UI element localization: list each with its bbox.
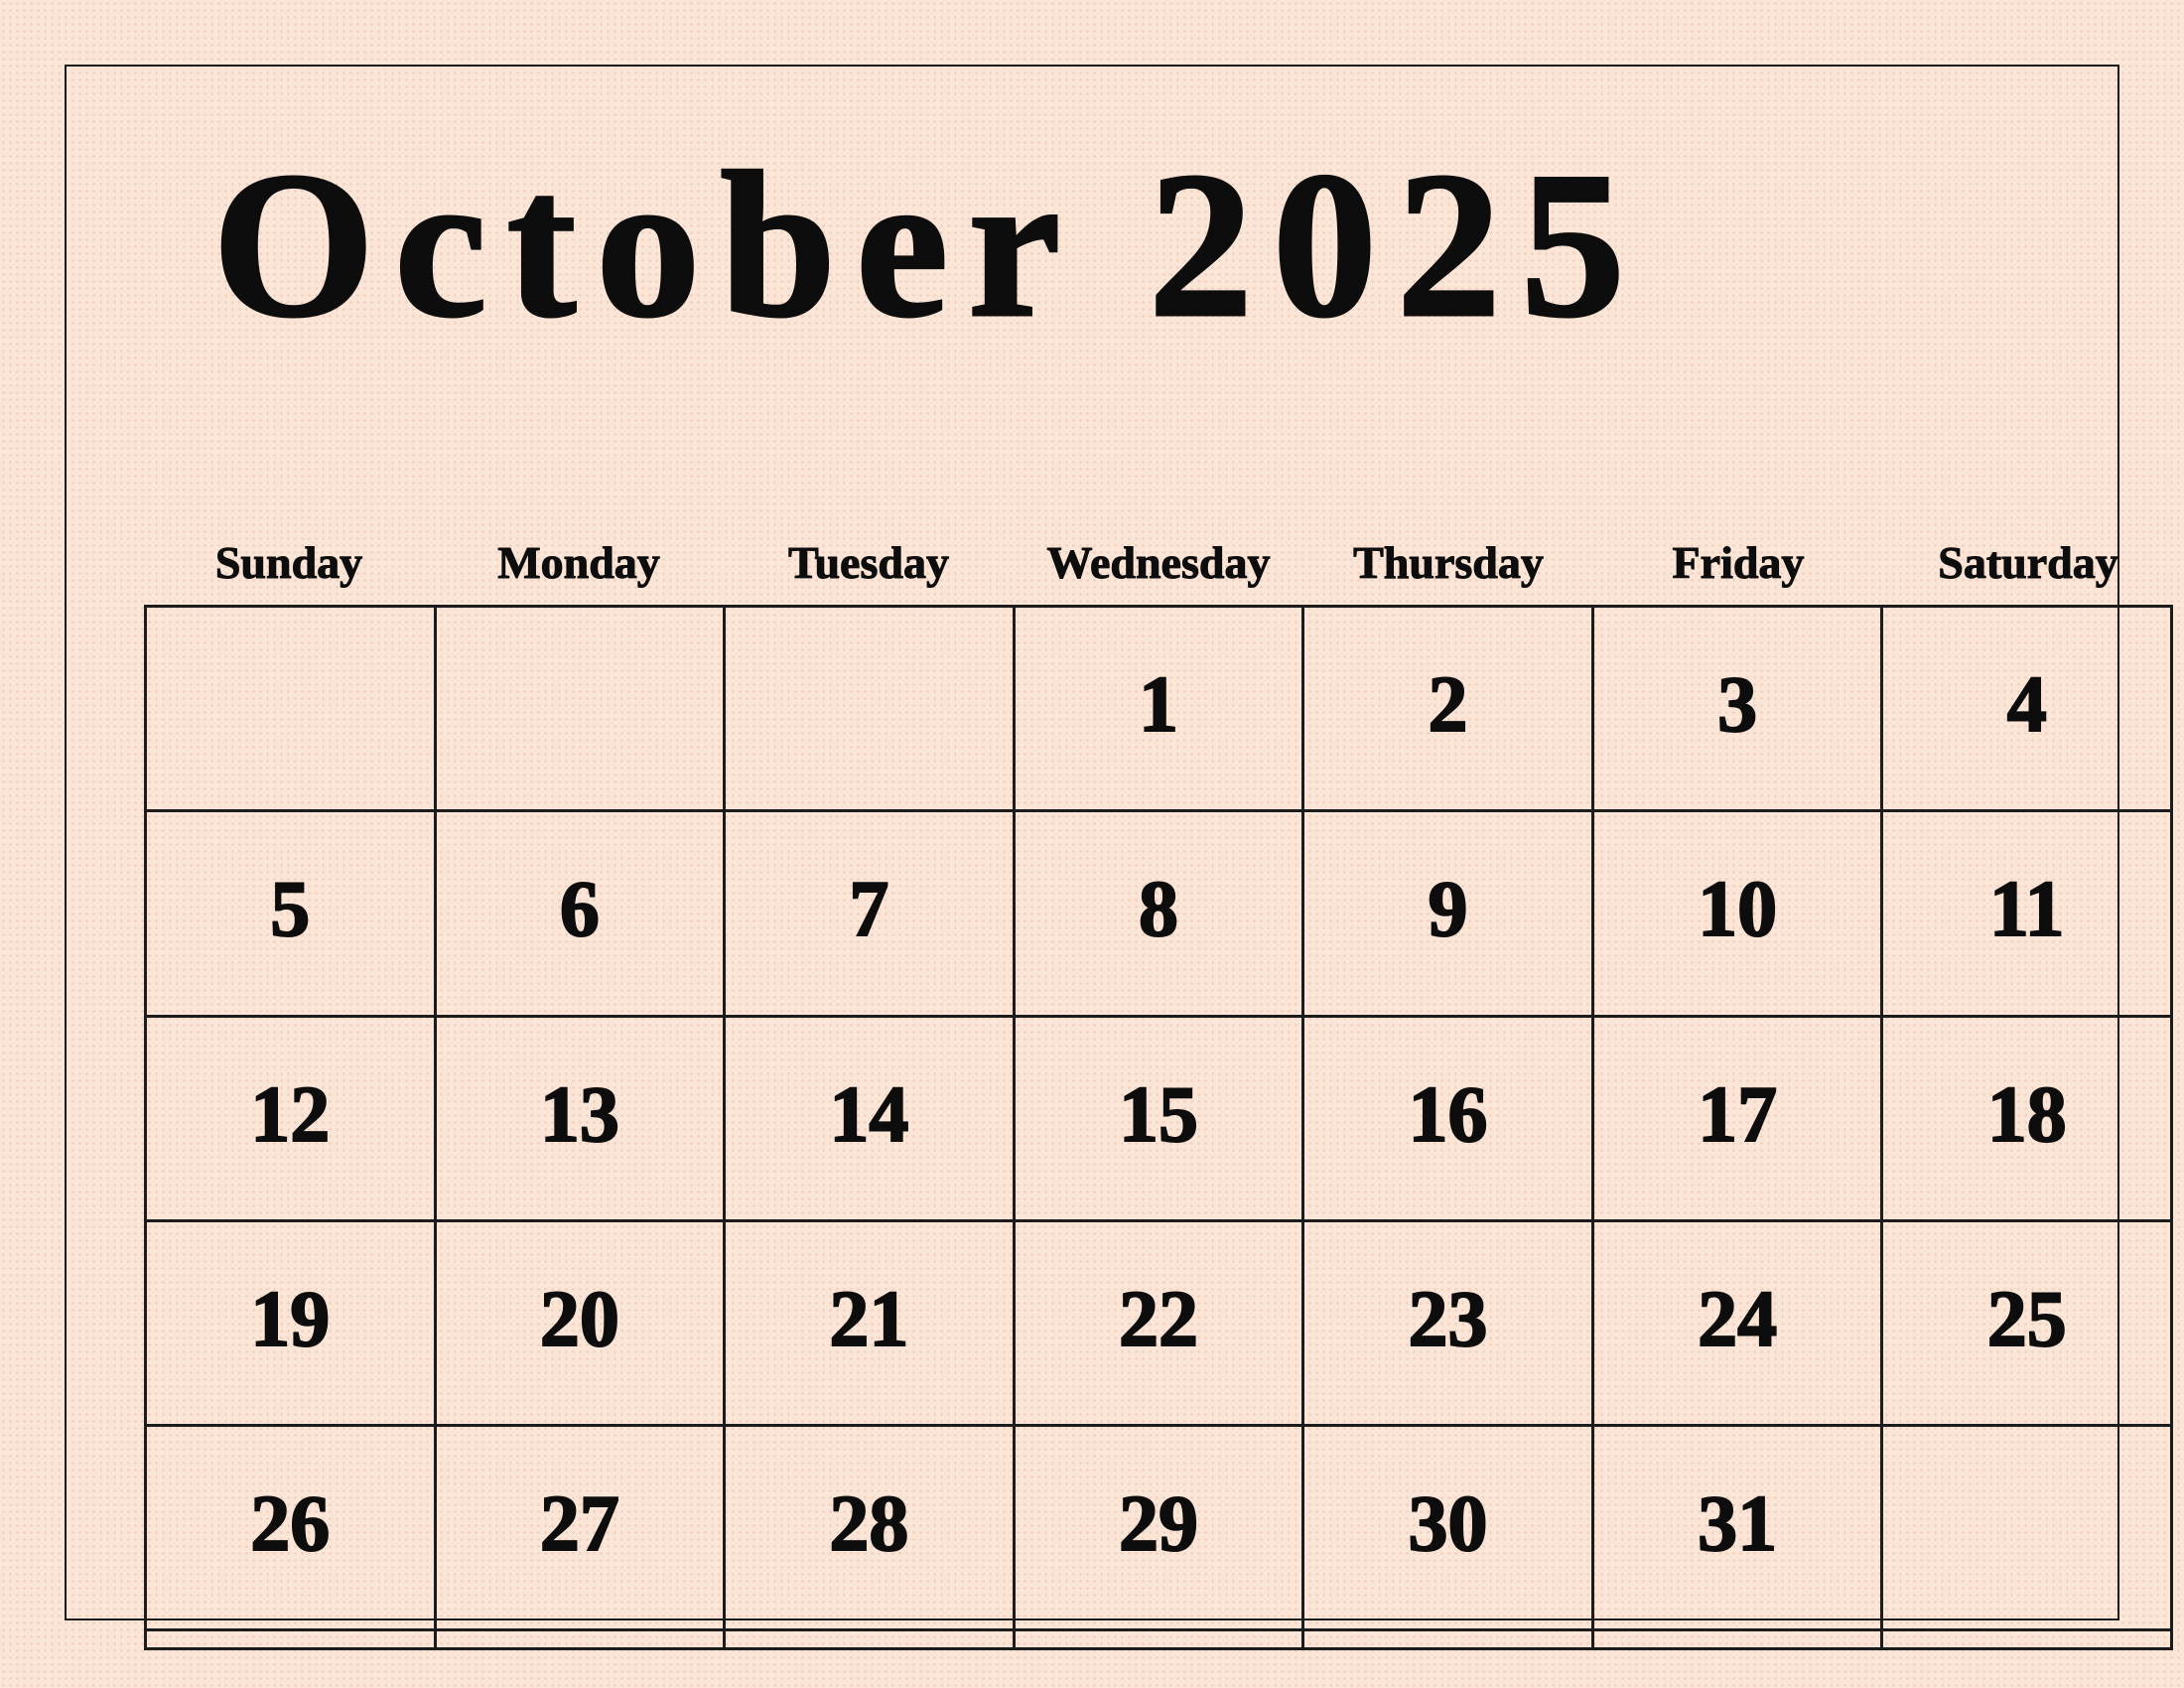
day-cell: [1882, 1630, 2172, 1649]
day-cell: 25: [1882, 1220, 2172, 1425]
day-cell: 13: [435, 1016, 725, 1220]
day-cell: 7: [725, 811, 1015, 1016]
day-cell: [146, 607, 436, 811]
day-cell: 27: [435, 1426, 725, 1630]
day-cell: 14: [725, 1016, 1015, 1220]
day-cell: 20: [435, 1220, 725, 1425]
day-cell: [725, 607, 1015, 811]
day-cell: 26: [146, 1426, 436, 1630]
calendar-week-row: [146, 607, 2172, 811]
day-cell: [1882, 1426, 2172, 1630]
day-cell: 16: [1303, 1016, 1593, 1220]
day-cell: 1: [1014, 607, 1303, 811]
weekday-label-saturday: Saturday: [1938, 537, 2118, 588]
day-cell: 21: [725, 1220, 1015, 1425]
day-cell: 22: [1014, 1220, 1303, 1425]
calendar-week-row: [146, 1630, 2172, 1649]
day-cell: 8: [1014, 811, 1303, 1016]
weekday-label-sunday: Sunday: [214, 537, 363, 588]
day-cell: [146, 1630, 436, 1649]
day-cell: [1592, 1630, 1882, 1649]
day-cell: 10: [1592, 811, 1882, 1016]
calendar-week-row: [146, 811, 2172, 1016]
day-cell: 6: [435, 811, 725, 1016]
weekday-label-wednesday: Wednesday: [1046, 537, 1271, 588]
calendar-panel: [65, 65, 2119, 1620]
calendar-week-row: [146, 1016, 2172, 1220]
day-cell: 28: [725, 1426, 1015, 1630]
day-cell: [435, 607, 725, 811]
weekday-label-friday: Friday: [1672, 537, 1805, 588]
day-cell: 4: [1882, 607, 2172, 811]
calendar-grid-body: [146, 607, 2172, 1649]
day-cell: 11: [1882, 811, 2172, 1016]
day-cell: 12: [146, 1016, 436, 1220]
day-cell: 2: [1303, 607, 1593, 811]
day-cell: [725, 1630, 1015, 1649]
day-cell: 31: [1592, 1426, 1882, 1630]
day-cell: 18: [1882, 1016, 2172, 1220]
weekday-header-row: [144, 531, 2173, 595]
calendar-week-row: [146, 1220, 2172, 1425]
day-cell: 24: [1592, 1220, 1882, 1425]
weekday-label-tuesday: Tuesday: [788, 537, 949, 588]
day-cell: [435, 1630, 725, 1649]
calendar-week-row: [146, 1426, 2172, 1630]
calendar-title: October 2025: [212, 130, 1645, 360]
day-cell: 19: [146, 1220, 436, 1425]
day-cell: 23: [1303, 1220, 1593, 1425]
day-cell: 15: [1014, 1016, 1303, 1220]
day-cell: 3: [1592, 607, 1882, 811]
weekday-label-monday: Monday: [497, 537, 660, 588]
day-cell: 17: [1592, 1016, 1882, 1220]
day-cell: [1014, 1630, 1303, 1649]
calendar-grid: [144, 605, 2173, 1650]
day-cell: 5: [146, 811, 436, 1016]
day-cell: 30: [1303, 1426, 1593, 1630]
day-cell: [1303, 1630, 1593, 1649]
day-cell: 9: [1303, 811, 1593, 1016]
day-cell: 29: [1014, 1426, 1303, 1630]
weekday-label-thursday: Thursday: [1353, 537, 1544, 588]
